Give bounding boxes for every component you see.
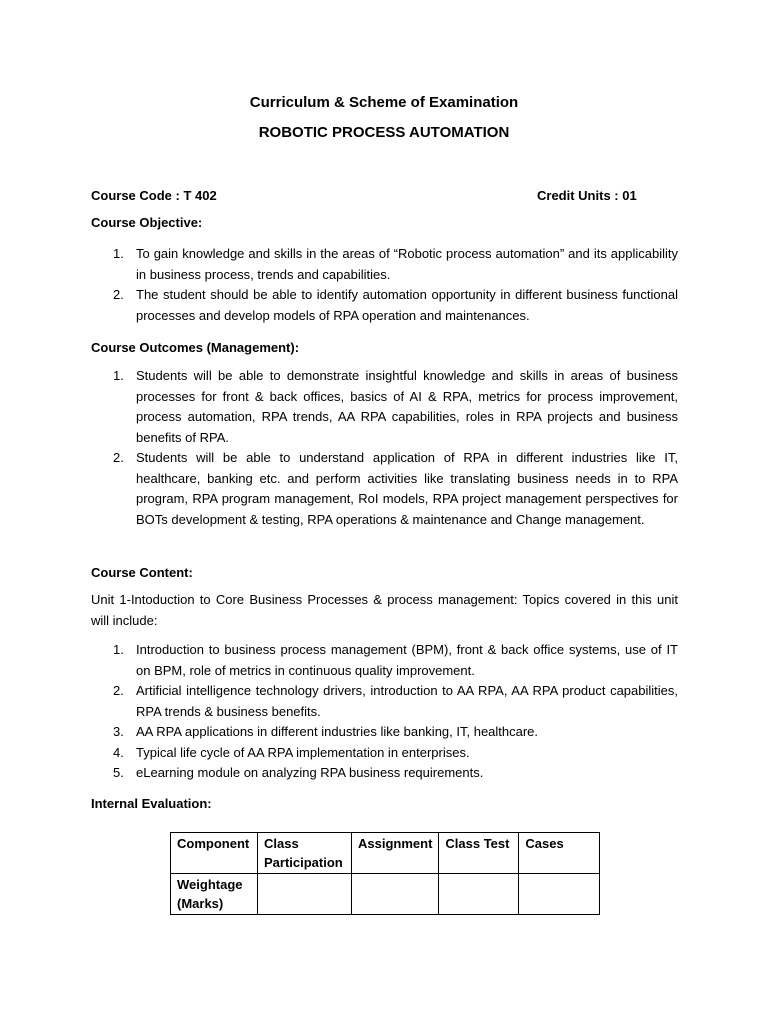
list-number: 3.: [113, 724, 124, 739]
evaluation-table: [170, 832, 600, 915]
list-number: 2.: [113, 287, 124, 302]
list-text: The student should be able to identify automation opportunity in different business functional processes and develop models of RPA operation and maintenances.: [136, 287, 678, 323]
table-header-cell: Class Participation: [258, 833, 352, 874]
outcomes-list: [91, 366, 678, 530]
course-code: Course Code : T 402: [91, 188, 217, 203]
table-cell: [352, 874, 439, 915]
list-number: 2.: [113, 450, 124, 465]
objective-list: [91, 244, 678, 326]
list-item: [91, 448, 678, 530]
table-cell: [258, 874, 352, 915]
list-item: [91, 640, 678, 681]
list-number: 5.: [113, 765, 124, 780]
content-heading: Course Content:: [91, 565, 193, 580]
course-name: ROBOTIC PROCESS AUTOMATION: [258, 124, 510, 141]
list-text: Introduction to business process management (BPM), front & back office systems, use of IT on BPM, role of metrics in continuous quality improvement.: [136, 642, 678, 678]
list-text: Students will be able to demonstrate insightful knowledge and skills in areas of business processes for front & back offices, basics of AI & RPA, metrics for process improvement, process automation, RPA trends, AA RPA capabilities, roles in RPA projects and business benefits of RPA.: [136, 368, 678, 445]
list-item: [91, 285, 678, 326]
list-text: AA RPA applications in different industries like banking, IT, healthcare.: [136, 724, 539, 739]
table-row: [171, 874, 600, 915]
list-number: 2.: [113, 683, 124, 698]
list-number: 1.: [113, 246, 124, 261]
table-header-cell: Component: [171, 833, 258, 874]
list-item: [91, 722, 678, 743]
list-text: eLearning module on analyzing RPA business requirements.: [136, 765, 484, 780]
table-header-row: [171, 833, 600, 874]
list-number: 4.: [113, 744, 124, 760]
objective-heading: Course Objective:: [91, 215, 203, 230]
unit-intro: Unit 1-Intoduction to Core Business Processes & process management: Topics covered in this unit will include:: [91, 592, 678, 628]
list-item: [91, 366, 678, 448]
table-cell: [439, 874, 519, 915]
outcomes-heading: Course Outcomes (Management):: [91, 340, 300, 355]
document-title: Curriculum & Scheme of Examination: [249, 94, 519, 111]
content-list: [91, 640, 678, 784]
list-item: [91, 763, 678, 784]
list-number: 1.: [113, 642, 124, 657]
table-header-cell: Assignment: [352, 833, 439, 874]
list-number: 1.: [113, 368, 124, 383]
list-text: Artificial intelligence technology drivers, introduction to AA RPA, AA RPA product capabilities, RPA trends & business benefits.: [136, 683, 678, 719]
list-text: Students will be able to understand application of RPA in different industries like IT, healthcare, banking etc. and perform activities like translating business needs in to RPA program, RPA program management, RoI models, RPA project management perspectives for BOTs development & testing, RPA operations & maintenance and Change management.: [136, 450, 678, 527]
list-text: Typical life cycle of AA RPA implementation in enterprises.: [136, 744, 470, 760]
list-text: To gain knowledge and skills in the areas of “Robotic process automation” and its applicability in business process, trends and capabilities.: [136, 246, 678, 282]
table-cell: [519, 874, 600, 915]
list-item: [91, 244, 678, 285]
list-item: [91, 681, 678, 722]
table-header-cell: Cases: [519, 833, 600, 874]
credit-units: Credit Units : 01: [537, 188, 637, 203]
table-header-cell: Class Test: [439, 833, 519, 874]
table-row-label: Weightage (Marks): [171, 874, 258, 915]
internal-evaluation-heading: Internal Evaluation:: [91, 796, 212, 811]
list-item: [91, 743, 678, 764]
